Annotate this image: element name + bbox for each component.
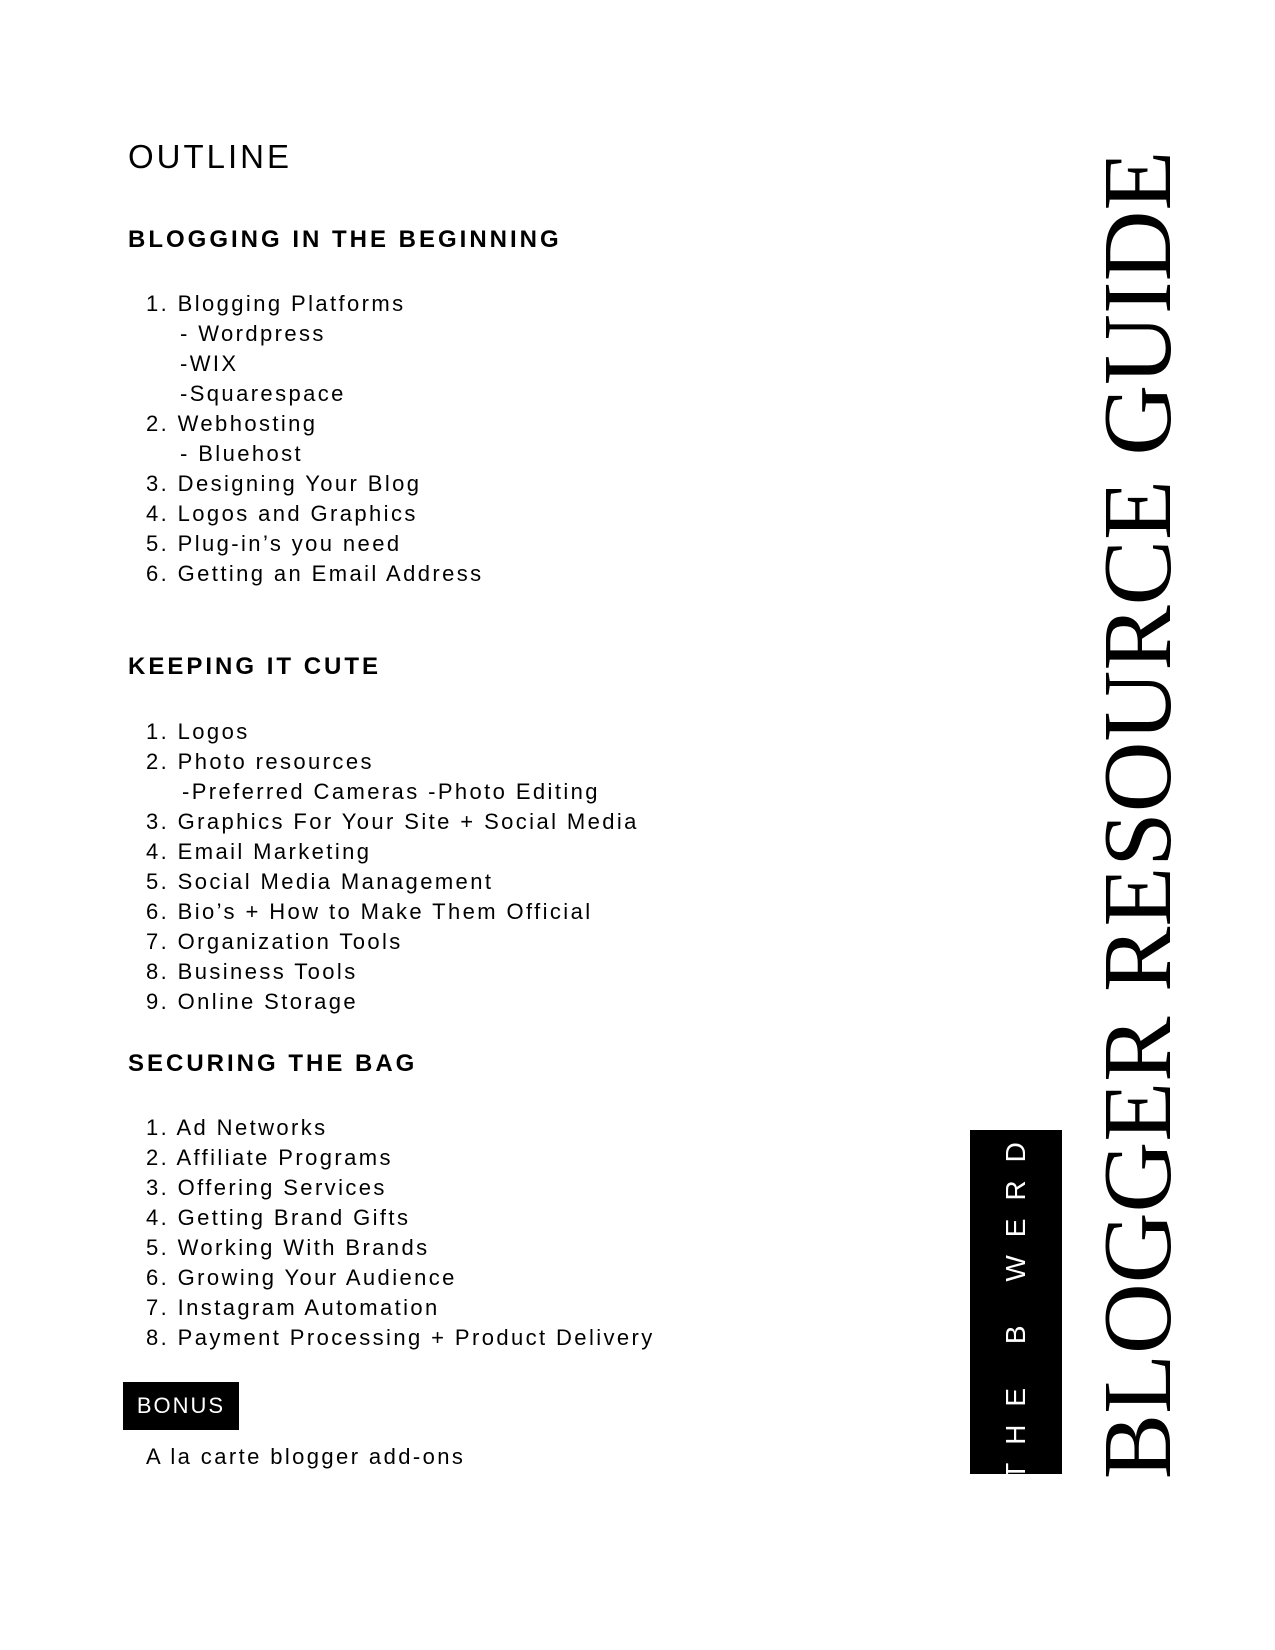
list-item: 2. Affiliate Programs	[146, 1145, 393, 1170]
list-subitem: -WIX	[180, 351, 239, 376]
list-item: 3. Offering Services	[146, 1175, 387, 1200]
list-item: 1. Ad Networks	[146, 1115, 328, 1140]
list-item: 4. Email Marketing	[146, 839, 372, 864]
section-list-bag	[146, 1113, 655, 1353]
section-heading-cute: KEEPING IT CUTE	[128, 653, 382, 680]
list-subitem: -Squarespace	[180, 381, 346, 406]
list-subitem: - Bluehost	[180, 441, 304, 466]
list-item: 4. Getting Brand Gifts	[146, 1205, 411, 1230]
list-item: 8. Payment Processing + Product Delivery	[146, 1325, 655, 1350]
section-heading-blogging: BLOGGING IN THE BEGINNING	[128, 226, 562, 253]
bonus-badge	[123, 1382, 239, 1430]
section-heading-bag: SECURING THE BAG	[128, 1050, 418, 1077]
list-item: 1. Blogging Platforms	[146, 291, 406, 316]
brand-name: THE B WERD	[1000, 1124, 1031, 1480]
list-item: 3. Graphics For Your Site + Social Media	[146, 809, 639, 834]
list-item: 4. Logos and Graphics	[146, 501, 418, 526]
bonus-text: A la carte blogger add-ons	[146, 1444, 466, 1469]
list-item: 2. Webhosting	[146, 411, 318, 436]
bonus-label: BONUS	[136, 1393, 226, 1418]
list-item: 6. Growing Your Audience	[146, 1265, 457, 1290]
list-subitem: - Wordpress	[180, 321, 326, 346]
list-item: 1. Logos	[146, 719, 250, 744]
list-item: 5. Plug-in’s you need	[146, 531, 402, 556]
section-list-cute	[146, 717, 639, 1017]
section-list-blogging	[146, 289, 484, 589]
guide-title: BLOGGER RESOURCE GUIDE	[1084, 150, 1192, 1480]
list-item: 9. Online Storage	[146, 989, 359, 1014]
list-item: 7. Instagram Automation	[146, 1295, 440, 1320]
outline-title: OUTLINE	[128, 138, 293, 175]
brand-bar	[970, 1124, 1062, 1480]
list-item: 5. Working With Brands	[146, 1235, 430, 1260]
list-item: 8. Business Tools	[146, 959, 358, 984]
list-subitem: -Preferred Cameras -Photo Editing	[182, 779, 600, 804]
list-item: 6. Bio’s + How to Make Them Official	[146, 899, 593, 924]
list-item: 6. Getting an Email Address	[146, 561, 484, 586]
list-item: 7. Organization Tools	[146, 929, 403, 954]
list-item: 3. Designing Your Blog	[146, 471, 422, 496]
list-item: 2. Photo resources	[146, 749, 374, 774]
list-item: 5. Social Media Management	[146, 869, 494, 894]
